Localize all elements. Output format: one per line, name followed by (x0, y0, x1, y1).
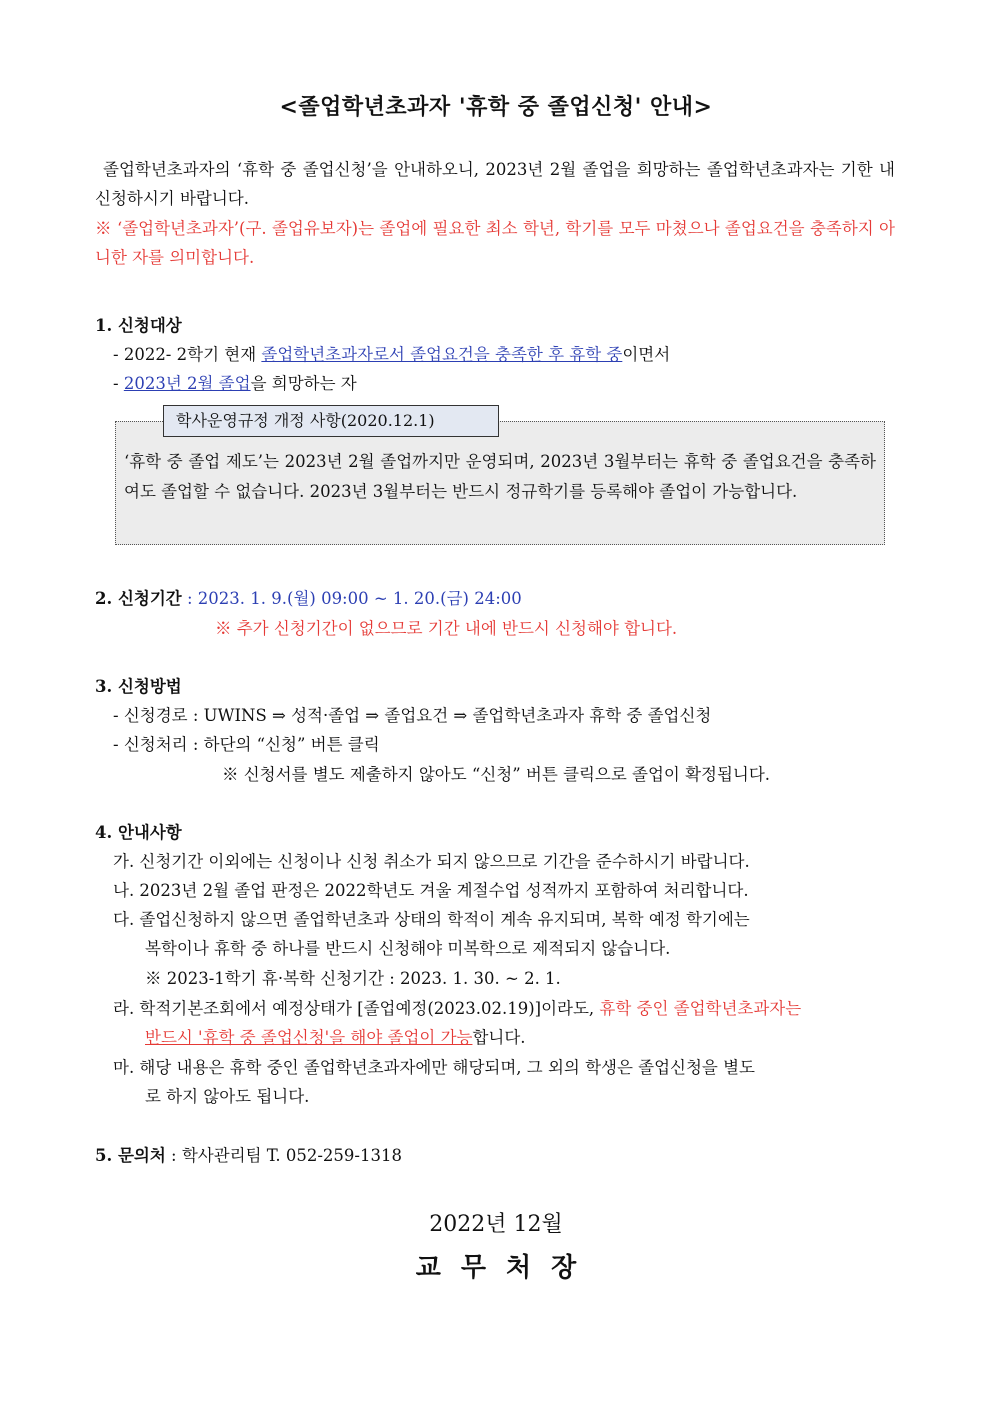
notice-item-ra-line-2 (145, 1024, 526, 1048)
ra-highlight-2: 반드시 '휴학 중 졸업신청'을 해야 졸업이 가능 (145, 1028, 473, 1047)
signer: 교무처장 (415, 1253, 597, 1283)
section-2-line (95, 585, 522, 609)
intro-paragraph: 졸업학년초과자의 ‘휴학 중 졸업신청’을 안내하오니, 2023년 2월 졸업을 희망하는 졸업학년초과자는 기한 내 신청하시기 바랍니다. (95, 160, 895, 208)
item-2-highlight: 2023년 2월 졸업 (123, 374, 251, 393)
contact-info: : 학사관리팀 T. 052-259-1318 (165, 1146, 402, 1165)
notice-item-da-line-2: 복학이나 휴학 중 하나를 반드시 신청해야 미복학으로 제적되지 않습니다. (145, 939, 671, 958)
page-title: <졸업학년초과자 '휴학 중 졸업신청' 안내> (279, 94, 713, 120)
ra-suffix: 합니다. (472, 1028, 526, 1047)
section-5-line (95, 1142, 402, 1166)
section-2-note: ※ 추가 신청기간이 없으므로 기간 내에 반드시 신청해야 합니다. (215, 619, 678, 638)
notice-item-ma-line-2: 로 하지 않아도 됩니다. (145, 1087, 310, 1106)
application-process: - 신청처리 : 하단의 “신청” 버튼 클릭 (113, 735, 380, 754)
application-path: - 신청경로 : UWINS ⇒ 성적·졸업 ⇒ 졸업요건 ⇒ 졸업학년초과자 휴학 중 졸업신청 (113, 706, 712, 725)
issue-date: 2022년 12월 (429, 1212, 563, 1237)
regulation-notice-title: 학사운영규정 개정 사항(2020.12.1) (163, 405, 499, 437)
application-period: 2023. 1. 9.(월) 09:00 ~ 1. 20.(금) 24:00 (197, 589, 522, 608)
item-1-highlight: 졸업학년초과자로서 졸업요건을 충족한 후 휴학 중 (261, 345, 623, 364)
notice-item-ma-line-1: 마. 해당 내용은 휴학 중인 졸업학년초과자에만 해당되며, 그 외의 학생은 졸업신청을 별도 (113, 1058, 755, 1077)
section-2-colon: : (181, 589, 198, 608)
notice-item-na: 나. 2023년 2월 졸업 판정은 2022학년도 겨울 계절수업 성적까지 포함하여 처리합니다. (113, 881, 749, 900)
item-2-suffix: 을 희망하는 자 (250, 374, 357, 393)
item-2-prefix: - (113, 374, 124, 393)
notice-item-da-line-1: 다. 졸업신청하지 않으면 졸업학년초과 상태의 학적이 계속 유지되며, 복학 예정 학기에는 (113, 910, 750, 929)
notice-item-da-note: ※ 2023-1학기 휴·복학 신청기간 : 2023. 1. 30. ~ 2. 1. (145, 969, 561, 988)
notice-item-ra-line-1 (113, 995, 801, 1019)
section-3-note: ※ 신청서를 별도 제출하지 않아도 “신청” 버튼 클릭으로 졸업이 확정됩니다. (222, 765, 771, 784)
section-3-heading: 3. 신청방법 (95, 677, 182, 696)
item-1-suffix: 이면서 (622, 345, 671, 364)
section-5-heading: 5. 문의처 (95, 1146, 166, 1165)
section-4-heading: 4. 안내사항 (95, 823, 182, 842)
item-1-prefix: - 2022- 2학기 현재 (113, 345, 262, 364)
intro-note: ※ ‘졸업학년초과자’(구. 졸업유보자)는 졸업에 필요한 최소 학년, 학기를 모두 마쳤으나 졸업요건을 충족하지 아니한 자를 의미합니다. (95, 219, 895, 267)
notice-item-ga: 가. 신청기간 이외에는 신청이나 신청 취소가 되지 않으므로 기간을 준수하시기 바랍니다. (113, 852, 750, 871)
ra-prefix: 라. 학적기본조회에서 예정상태가 [졸업예정(2023.02.19)]이라도, (113, 999, 600, 1018)
section-1-heading: 1. 신청대상 (95, 316, 182, 335)
regulation-notice-text: ‘휴학 중 졸업 제도’는 2023년 2월 졸업까지만 운영되며, 2023년 3월부터는 휴학 중 졸업요건을 충족하여도 졸업할 수 없습니다. 2023년 3월부터는 반드시 정규학기를 등록해야 졸업이 가능합니다. (124, 452, 876, 501)
section-1-item-2 (113, 370, 357, 394)
ra-highlight-1: 휴학 중인 졸업학년초과자는 (599, 999, 802, 1018)
section-2-heading: 2. 신청기간 (95, 589, 182, 608)
section-1-item-1 (113, 341, 670, 365)
